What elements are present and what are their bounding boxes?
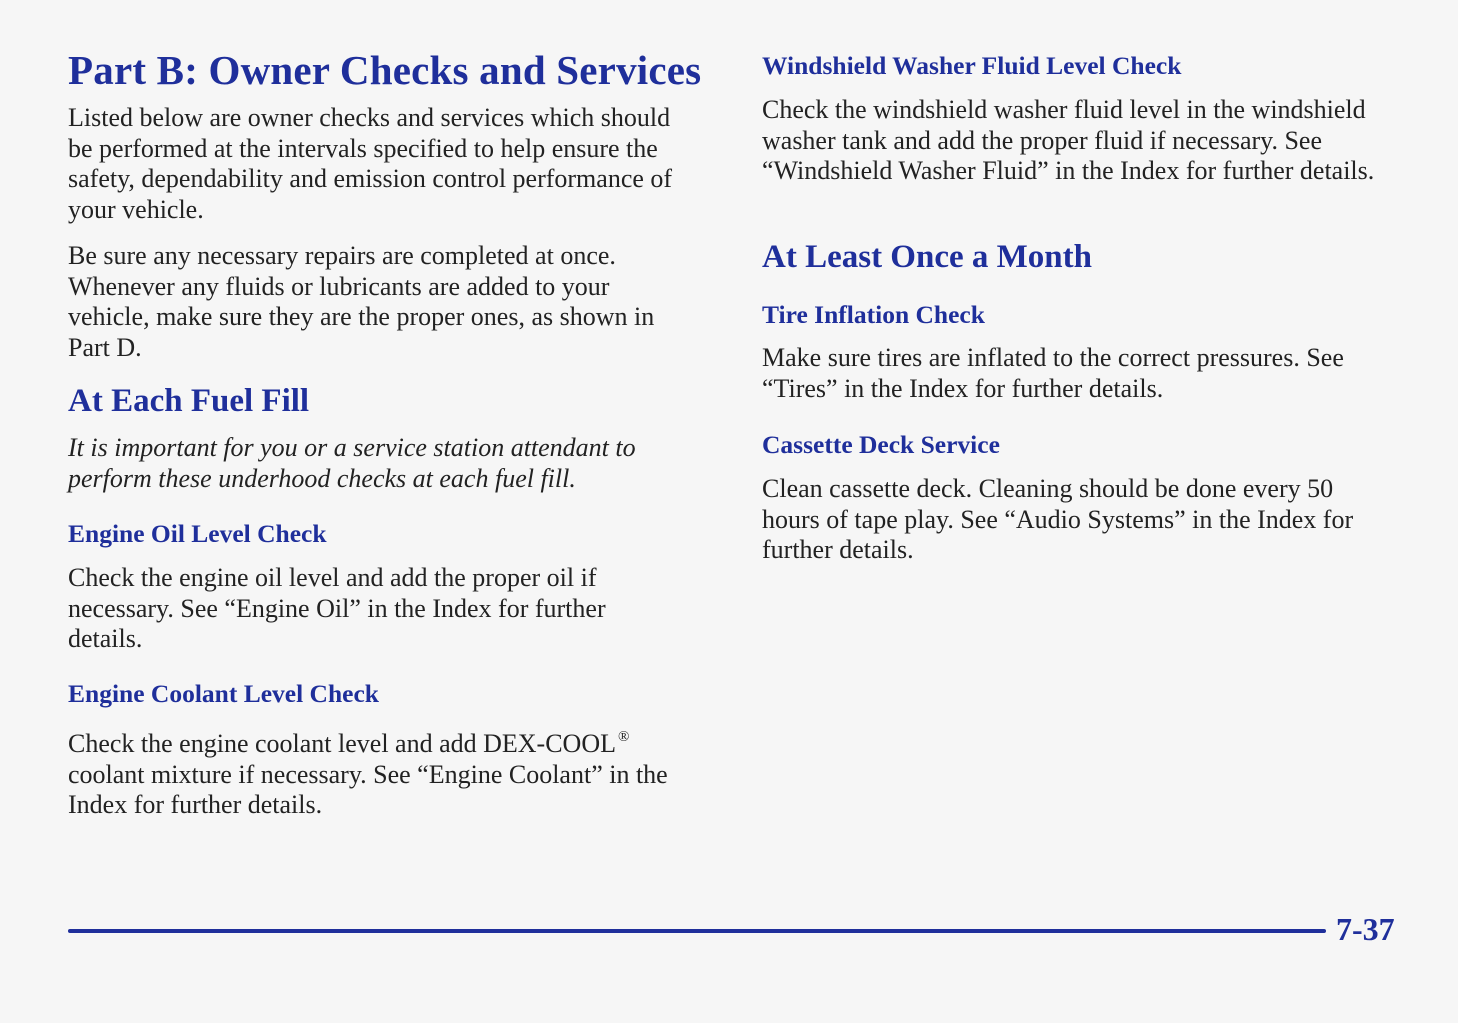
footer-rule — [68, 929, 1326, 933]
tire-check-text: Make sure tires are inflated to the correct pressures. See “Tires” in the Index for further details. — [762, 343, 1344, 403]
coolant-check-heading: Engine Coolant Level Check — [68, 679, 379, 708]
tire-check-heading: Tire Inflation Check — [762, 300, 985, 329]
oil-check-heading: Engine Oil Level Check — [68, 519, 327, 548]
cassette-service-text: Clean cassette deck. Cleaning should be done every 50 hours of tape play. See “Audio Systems” in the Index for further details. — [762, 474, 1354, 564]
intro-paragraph-2: Be sure any necessary repairs are completed at once. Whenever any fluids or lubricants are added to your vehicle, make sure they are the proper ones, as shown in Part D. — [68, 241, 655, 362]
oil-check-text: Check the engine oil level and add the proper oil if necessary. See “Engine Oil” in the Index for further details. — [68, 563, 606, 653]
part-title: Part B: Owner Checks and Services — [68, 47, 702, 93]
washer-check-text: Check the windshield washer fluid level in the windshield washer tank and add the proper fluid if necessary. See “Windshield Washer Fluid” in the Index for further details. — [762, 95, 1375, 185]
page-number: 7-37 — [1336, 911, 1395, 947]
coolant-text-end: coolant mixture if necessary. See “Engine Coolant” in the Index for further details. — [68, 759, 668, 819]
cassette-service-heading: Cassette Deck Service — [762, 430, 1000, 459]
monthly-heading: At Least Once a Month — [762, 239, 1092, 275]
coolant-check-text — [68, 722, 693, 821]
coolant-text-start: Check the engine coolant level and add DEX-COOL — [68, 729, 616, 758]
fuel-fill-heading: At Each Fuel Fill — [68, 383, 310, 419]
registered-mark: ® — [618, 729, 630, 745]
washer-check-heading: Windshield Washer Fluid Level Check — [762, 51, 1182, 80]
fuel-fill-note: It is important for you or a service station attendant to perform these underhood checks at each fuel fill. — [68, 433, 636, 493]
intro-paragraph-1: Listed below are owner checks and services which should be performed at the intervals specified to help ensure the safety, dependability and emission control performance of your vehicle. — [68, 103, 673, 224]
